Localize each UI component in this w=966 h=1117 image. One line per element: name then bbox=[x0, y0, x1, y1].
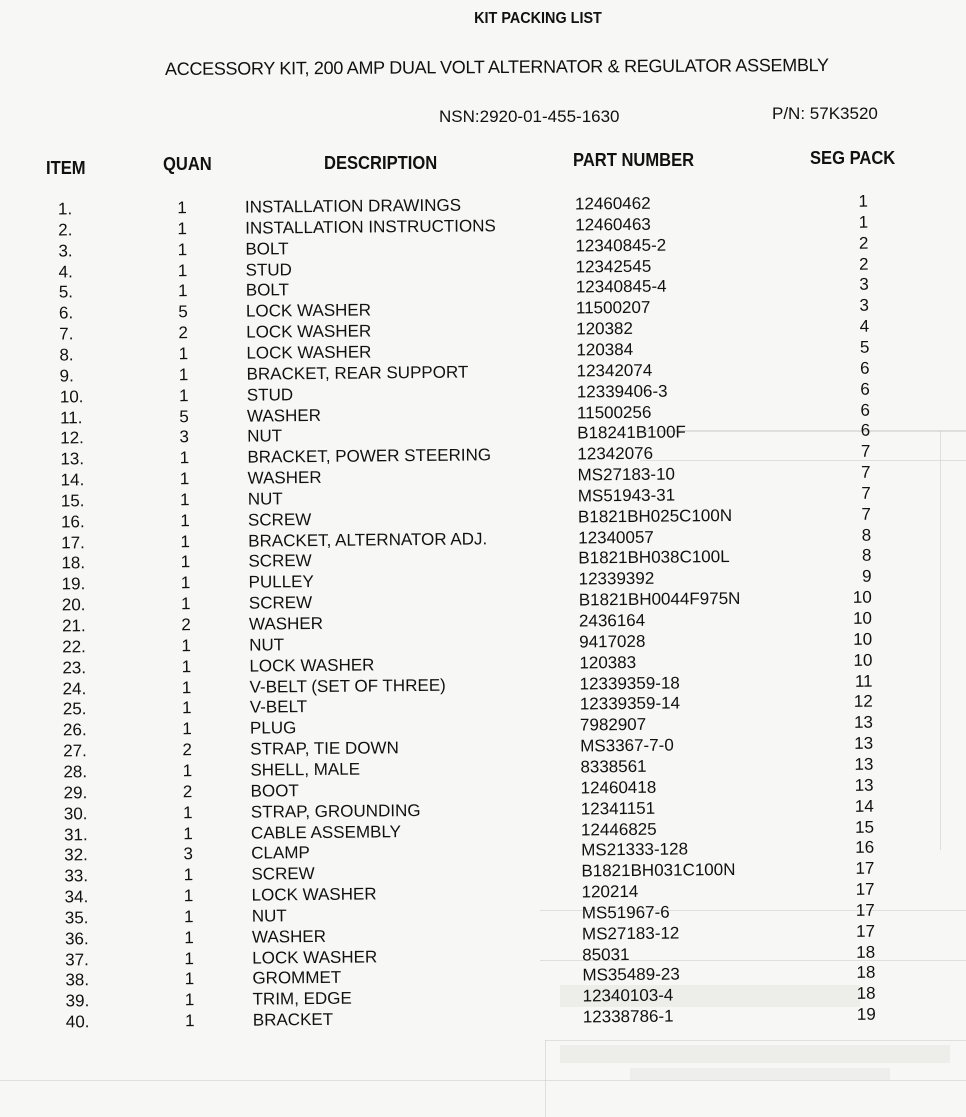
part-number: 120382 bbox=[576, 319, 634, 339]
seg-pack: 17 bbox=[855, 858, 875, 879]
quantity: 1 bbox=[183, 823, 193, 843]
part-number: 120384 bbox=[576, 339, 634, 360]
part-number: 11500256 bbox=[576, 402, 652, 422]
description: PULLEY bbox=[248, 572, 314, 592]
item-number: 38. bbox=[65, 970, 90, 990]
description: SCREW bbox=[248, 593, 313, 613]
quantity: 2 bbox=[181, 615, 191, 635]
item-number: 23. bbox=[62, 657, 87, 678]
description: V-BELT bbox=[249, 697, 308, 718]
seg-pack: 14 bbox=[854, 796, 874, 816]
description: LOCK WASHER bbox=[246, 321, 372, 342]
item-number: 35. bbox=[64, 908, 89, 928]
item-number: 40. bbox=[65, 1012, 90, 1032]
seg-pack: 1 bbox=[858, 212, 869, 232]
seg-pack: 9 bbox=[862, 566, 872, 587]
description: BOLT bbox=[245, 238, 289, 259]
quantity: 1 bbox=[181, 677, 192, 697]
quantity: 1 bbox=[180, 531, 191, 551]
part-number: 12340845-2 bbox=[575, 235, 667, 256]
seg-pack: 13 bbox=[854, 754, 874, 774]
seg-pack: 10 bbox=[852, 587, 872, 607]
item-number: 27. bbox=[63, 741, 87, 761]
part-number: B1821BH031C100N bbox=[581, 860, 736, 881]
item-number: 17. bbox=[61, 532, 85, 553]
item-number: 21. bbox=[61, 616, 86, 636]
part-number: 12460462 bbox=[574, 193, 651, 214]
quantity: 1 bbox=[180, 552, 191, 572]
part-number: 12340103-4 bbox=[582, 985, 674, 1006]
part-number: 120383 bbox=[579, 652, 637, 673]
quantity: 1 bbox=[183, 907, 194, 927]
part-number: MS27183-12 bbox=[581, 923, 680, 944]
seg-pack: 19 bbox=[856, 1004, 876, 1024]
description: LOCK WASHER bbox=[245, 300, 372, 321]
seg-pack: 15 bbox=[854, 817, 875, 837]
item-number: 8. bbox=[59, 345, 74, 365]
item-number: 39. bbox=[65, 991, 90, 1011]
part-number: 12340057 bbox=[578, 527, 654, 548]
item-number: 15. bbox=[60, 491, 85, 511]
item-number: 6. bbox=[58, 303, 74, 323]
description: NUT bbox=[247, 426, 283, 446]
seg-pack: 13 bbox=[854, 733, 874, 753]
seg-pack: 6 bbox=[860, 379, 870, 399]
quantity: 5 bbox=[179, 406, 189, 426]
part-number: 8338561 bbox=[580, 756, 647, 777]
item-number: 25. bbox=[62, 699, 87, 719]
seg-pack: 6 bbox=[860, 358, 870, 378]
description: CABLE ASSEMBLY bbox=[250, 821, 402, 843]
description: BOLT bbox=[245, 280, 290, 301]
quantity: 1 bbox=[182, 761, 193, 781]
quantity: 1 bbox=[184, 927, 194, 948]
item-number: 28. bbox=[63, 762, 88, 782]
description: PLUG bbox=[249, 718, 297, 738]
part-number: 11500207 bbox=[575, 298, 651, 318]
seg-pack: 6 bbox=[860, 421, 871, 441]
seg-pack: 6 bbox=[860, 400, 871, 420]
part-number: 12339359-18 bbox=[579, 673, 680, 694]
part-number: B1821BH025C100N bbox=[577, 505, 733, 527]
item-number: 22. bbox=[62, 637, 86, 657]
description: SCREW bbox=[248, 551, 312, 572]
item-number: 12. bbox=[60, 428, 84, 448]
item-number: 9. bbox=[59, 366, 74, 386]
part-number: 2436164 bbox=[578, 610, 646, 631]
kit-description: ACCESSORY KIT, 200 AMP DUAL VOLT ALTERNATOR & REGULATOR ASSEMBLY bbox=[164, 54, 829, 80]
quantity: 1 bbox=[178, 344, 189, 364]
quantity: 1 bbox=[182, 802, 193, 822]
description: NUT bbox=[249, 635, 285, 655]
description: SCREW bbox=[247, 509, 312, 530]
quantity: 2 bbox=[182, 781, 193, 802]
description: INSTALLATION INSTRUCTIONS bbox=[245, 216, 496, 238]
description: LOCK WASHER bbox=[251, 884, 377, 905]
item-number: 16. bbox=[60, 511, 85, 532]
column-header-part-number: PART NUMBER bbox=[573, 150, 695, 170]
item-number: 2. bbox=[58, 220, 73, 240]
description: LOCK WASHER bbox=[249, 655, 375, 676]
column-header-quan: QUAN bbox=[163, 154, 212, 174]
column-header-description: DESCRIPTION bbox=[324, 153, 438, 173]
seg-pack: 1 bbox=[858, 191, 869, 211]
part-number: 12339406-3 bbox=[576, 381, 668, 402]
item-number: 32. bbox=[64, 845, 88, 865]
quantity: 1 bbox=[178, 385, 189, 405]
item-number: 10. bbox=[59, 386, 84, 407]
quantity: 2 bbox=[182, 740, 193, 760]
seg-pack: 10 bbox=[853, 629, 873, 649]
description: BRACKET, REAR SUPPORT bbox=[246, 362, 469, 384]
item-number: 11. bbox=[59, 407, 83, 427]
column-header-item: ITEM bbox=[46, 158, 86, 178]
seg-pack: 8 bbox=[861, 525, 872, 545]
description: NUT bbox=[251, 906, 287, 926]
quantity: 1 bbox=[179, 490, 190, 510]
item-number: 36. bbox=[64, 928, 89, 949]
part-number: B18241B100F bbox=[577, 422, 686, 443]
quantity: 1 bbox=[179, 469, 190, 489]
description: STRAP, TIE DOWN bbox=[250, 738, 399, 759]
seg-pack: 2 bbox=[859, 254, 869, 274]
item-number: 18. bbox=[61, 553, 86, 573]
quantity: 1 bbox=[177, 260, 188, 280]
quantity: 1 bbox=[182, 719, 192, 739]
description: LOCK WASHER bbox=[246, 342, 372, 363]
part-number: MS35489-23 bbox=[582, 964, 680, 985]
seg-pack: 12 bbox=[853, 692, 873, 712]
description: STUD bbox=[246, 384, 294, 405]
description: SCREW bbox=[251, 864, 315, 884]
part-number: 12341151 bbox=[580, 798, 656, 819]
seg-pack: 18 bbox=[856, 963, 876, 983]
quantity: 3 bbox=[179, 427, 190, 447]
part-number: 12460418 bbox=[580, 777, 657, 798]
column-header-seg-pack: SEG PACK bbox=[810, 148, 896, 168]
quantity: 2 bbox=[178, 323, 189, 343]
nsn-number: NSN:2920-01-455-1630 bbox=[439, 107, 620, 126]
quantity: 5 bbox=[178, 302, 188, 322]
quantity: 1 bbox=[184, 969, 195, 989]
part-number: 12342074 bbox=[576, 360, 653, 381]
seg-pack: 10 bbox=[853, 650, 873, 670]
part-number: MS3367-7-0 bbox=[580, 735, 674, 756]
item-number: 3. bbox=[58, 241, 73, 261]
seg-pack: 13 bbox=[853, 712, 874, 733]
item-number: 26. bbox=[62, 720, 87, 740]
seg-pack: 18 bbox=[856, 942, 876, 962]
description: STUD bbox=[245, 259, 292, 280]
description: CLAMP bbox=[251, 843, 310, 863]
seg-pack: 10 bbox=[852, 608, 873, 628]
part-number: 12446825 bbox=[580, 819, 657, 839]
quantity: 1 bbox=[184, 1011, 195, 1031]
item-number: 34. bbox=[64, 887, 89, 907]
part-number: 12340845-4 bbox=[575, 277, 667, 297]
item-number: 29. bbox=[63, 782, 88, 803]
quantity: 1 bbox=[180, 573, 191, 593]
seg-pack: 7 bbox=[861, 483, 871, 503]
item-number: 33. bbox=[64, 866, 89, 886]
part-number: 85031 bbox=[582, 944, 630, 965]
part-number: 120214 bbox=[581, 881, 639, 902]
quantity: 1 bbox=[181, 698, 192, 718]
description: TRIM, EDGE bbox=[252, 988, 352, 1009]
seg-pack: 17 bbox=[855, 900, 875, 920]
seg-pack: 4 bbox=[859, 316, 870, 336]
quantity: 3 bbox=[183, 844, 194, 864]
item-number: 5. bbox=[58, 282, 74, 302]
seg-pack: 2 bbox=[858, 233, 869, 253]
item-number: 7. bbox=[59, 324, 74, 344]
part-number: 12338786-1 bbox=[582, 1006, 674, 1027]
quantity: 1 bbox=[183, 865, 194, 885]
quantity: 1 bbox=[181, 656, 192, 676]
item-number: 30. bbox=[63, 803, 88, 824]
item-number: 37. bbox=[65, 949, 89, 970]
part-number: 12460463 bbox=[575, 214, 651, 235]
quantity: 1 bbox=[178, 365, 189, 385]
description: BRACKET bbox=[252, 1009, 334, 1030]
description: NUT bbox=[247, 489, 283, 509]
seg-pack: 3 bbox=[859, 295, 870, 316]
description: GROMMET bbox=[252, 968, 342, 989]
item-number: 20. bbox=[61, 595, 86, 615]
description: BRACKET, ALTERNATOR ADJ. bbox=[248, 528, 488, 551]
part-number: B1821BH0044F975N bbox=[578, 589, 741, 610]
seg-pack: 7 bbox=[860, 441, 871, 461]
description: WASHER bbox=[247, 467, 322, 488]
description: BRACKET, POWER STEERING bbox=[247, 445, 492, 467]
item-number: 19. bbox=[61, 574, 86, 594]
quantity: 1 bbox=[177, 198, 187, 218]
seg-pack: 13 bbox=[854, 775, 874, 795]
part-number: MS51943-31 bbox=[577, 485, 676, 506]
seg-pack: 11 bbox=[854, 671, 873, 691]
part-number: 12339359-14 bbox=[579, 693, 681, 714]
kit-part-number: P/N: 57K3520 bbox=[772, 104, 878, 123]
description: INSTALLATION DRAWINGS bbox=[244, 195, 462, 217]
seg-pack: 16 bbox=[855, 837, 875, 858]
quantity: 1 bbox=[184, 948, 195, 968]
quantity: 1 bbox=[177, 239, 188, 259]
seg-pack: 8 bbox=[861, 546, 872, 566]
document-title: KIT PACKING LIST bbox=[474, 10, 602, 27]
quantity: 1 bbox=[180, 594, 191, 614]
seg-pack: 7 bbox=[861, 462, 871, 482]
part-number: MS51967-6 bbox=[581, 902, 670, 923]
part-number: B1821BH038C100L bbox=[578, 547, 730, 568]
seg-pack: 17 bbox=[855, 879, 875, 899]
description: SHELL, MALE bbox=[250, 759, 361, 780]
quantity: 1 bbox=[181, 636, 192, 656]
item-number: 14. bbox=[60, 470, 85, 490]
description: WASHER bbox=[248, 613, 324, 634]
description: STRAP, GROUNDING bbox=[250, 800, 421, 822]
seg-pack: 3 bbox=[859, 275, 869, 295]
quantity: 1 bbox=[183, 886, 194, 906]
part-number: 12342545 bbox=[575, 256, 652, 277]
quantity: 1 bbox=[180, 510, 190, 531]
item-number: 24. bbox=[62, 678, 87, 698]
item-number: 31. bbox=[63, 824, 88, 844]
description: V-BELT (SET OF THREE) bbox=[249, 675, 446, 697]
seg-pack: 18 bbox=[856, 983, 876, 1004]
part-number: MS21333-128 bbox=[581, 839, 689, 860]
part-number: 12339392 bbox=[578, 569, 655, 589]
seg-pack: 17 bbox=[855, 921, 876, 941]
part-number: 7982907 bbox=[579, 715, 647, 735]
description: WASHER bbox=[246, 405, 322, 426]
item-number: 13. bbox=[60, 449, 85, 469]
description: BOOT bbox=[250, 780, 299, 801]
seg-pack: 7 bbox=[861, 504, 872, 524]
item-number: 1. bbox=[57, 199, 73, 219]
quantity: 1 bbox=[184, 990, 195, 1010]
description: LOCK WASHER bbox=[252, 947, 378, 968]
seg-pack: 5 bbox=[859, 337, 870, 357]
quantity: 1 bbox=[177, 281, 188, 301]
part-number: 9417028 bbox=[579, 631, 646, 652]
part-number: 12342076 bbox=[577, 443, 654, 464]
quantity: 1 bbox=[179, 448, 190, 468]
item-number: 4. bbox=[58, 261, 73, 281]
quantity: 1 bbox=[177, 219, 188, 239]
part-number: MS27183-10 bbox=[577, 464, 676, 485]
description: WASHER bbox=[251, 926, 327, 947]
